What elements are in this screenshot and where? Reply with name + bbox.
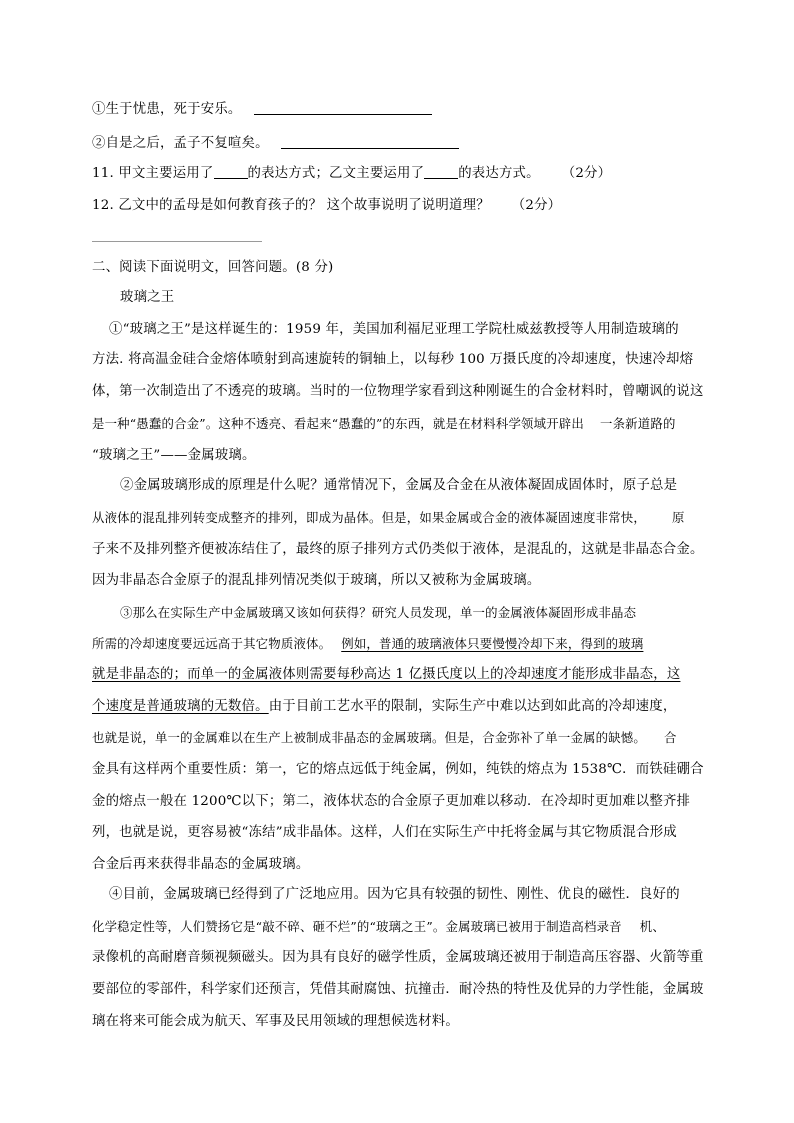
paragraph-4-line: ④目前，金属玻璃已经得到了广泛地应用。因为它具有较强的韧性、刚性、优良的磁性．良好的 [109, 887, 680, 902]
paragraph-3-line: ③那么在实际生产中金属玻璃又该如何获得？研究人员发现，单一的金属液体凝固形成非晶态 [120, 605, 637, 620]
paragraph-3-line: 合金后再来获得非晶态的金属玻璃。 [92, 857, 310, 872]
answer-blank[interactable] [424, 164, 458, 179]
q11-part-c: 的表达方式。 [458, 166, 540, 181]
paragraph-4-segment: 机、 [639, 919, 665, 934]
q10-item-2 [92, 134, 459, 154]
paragraph-4-line: 录像机的高耐磨音频视频磁头。因为具有良好的磁学性质，金属玻璃还被用于制造高压容器、火箭等重 [92, 950, 704, 965]
q11-part-a: 11. 甲文主要运用了 [92, 166, 214, 181]
section-divider [92, 241, 262, 242]
paragraph-3-segment: 也就是说，单一的金属难以在生产上被制成非晶态的金属玻璃。但是，合金弥补了单一金属的缺憾。 [92, 730, 646, 745]
paragraph-1-segment: 是一种“愚蠢的合金”。这种不透亮、看起来“愚蠢的”的东西，就是在材料科学领域开辟出 [92, 416, 584, 431]
paragraph-4-segment: 化学稳定性等，人们赞扬它是“敲不碎、砸不烂”的“玻璃之王”。金属玻璃已被用于制造高档录音 [92, 919, 622, 934]
paragraph-1-line: 体，第一次制造出了不透亮的玻璃。当时的一位物理学家看到这种刚诞生的合金材料时，曾嘲讽的说这 [92, 384, 704, 399]
paragraph-2-line: 子来不及排列整齐便被冻结住了，最终的原子排列方式仍类似于液体，是混乱的，这就是非晶态合金。 [92, 542, 704, 557]
paragraph-1-line: “玻璃之王”——金属玻璃。 [92, 448, 256, 463]
paragraph-2-line [92, 508, 685, 528]
q10-item-2-text: ②自是之后，孟子不复喧矣。 [92, 136, 269, 151]
underlined-sentence: 就是非晶态的；而单一的金属液体则需要每秒高达 1 亿摄氏度以上的冷却速度才能形成非晶态，这 [92, 667, 681, 682]
paragraph-2-segment: 原 [672, 510, 685, 525]
q11-part-b: 的表达方式；乙文主要运用了 [247, 166, 425, 181]
paragraph-3-line: 列，也就是说，更容易被“冻结”成非晶体。这样，人们在实际生产中托将金属与其它物质混合形成 [92, 825, 677, 840]
q10-item-1-text: ①生于忧患，死于安乐。 [92, 102, 242, 117]
question-12 [92, 196, 561, 216]
paragraph-2-line: ②金属玻璃形成的原理是什么呢？通常情况下，金属及合金在从液体凝固成固体时，原子总是 [120, 478, 678, 493]
question-11 [92, 164, 611, 184]
section-heading: 二、阅读下面说明文，回答问题。(8 分) [92, 260, 334, 275]
paragraph-3-line [92, 634, 653, 654]
answer-blank[interactable] [214, 164, 248, 179]
paragraph-1-line: 方法. 将高温金硅合金熔体喷射到高速旋转的铜轴上，以每秒 100 万摄氏度的冷却速度，快速冷却熔 [92, 352, 694, 367]
article-title: 玻璃之王 [120, 290, 175, 305]
paragraph-4-line: 璃在将来可能会成为航天、军事及民用领域的理想候选材料。 [92, 1014, 459, 1029]
paragraph-3-segment: 所需的冷却速度要远远高于其它物质液体。 [92, 636, 332, 651]
paragraph-1-segment: 一条新道路的 [600, 416, 676, 431]
paragraph-3-line [92, 728, 677, 748]
paragraph-3-line [92, 697, 676, 717]
paragraph-1-line: ①“玻璃之王”是这样诞生的：1959 年，美国加利福尼亚理工学院杜威兹教授等人用制造玻璃的 [109, 322, 679, 337]
paragraph-2-segment: 从液体的混乱排列转变成整齐的排列，即成为晶体。但是，如果金属或合金的液体凝固速度非常快， [92, 510, 646, 525]
underlined-sentence: 例如，普通的玻璃液体只要慢慢冷却下来，得到的玻璃 [341, 636, 644, 651]
q11-score: （2分） [561, 166, 612, 181]
paragraph-3-line: 金具有这样两个重要性质：第一，它的熔点远低于纯金属，例如，纯铁的熔点为 1538℃．而铁硅硼合 [92, 762, 704, 777]
q12-text: 12. 乙文中的孟母是如何教育孩子的？ 这个故事说明了说明道理？ [92, 198, 490, 213]
paragraph-3-segment: 合 [664, 730, 677, 745]
paragraph-1-line [92, 414, 676, 434]
paragraph-3-line: 金的熔点一般在 1200℃以下；第二，液体状态的合金原子更加难以移动．在冷却时更加难以整齐排 [92, 794, 691, 809]
paragraph-4-line: 要部位的零部件，科学家们还预言，凭借其耐腐蚀、抗撞击．耐冷热的特性及优异的力学性能，金属玻 [92, 982, 704, 997]
underlined-sentence: 个速度是普通玻璃的无数倍。 [92, 699, 269, 714]
answer-blank[interactable] [254, 100, 432, 115]
q12-score: （2分） [511, 198, 562, 213]
q10-item-1 [92, 100, 432, 120]
answer-blank[interactable] [281, 134, 459, 149]
paragraph-3-segment: 由于目前工艺水平的限制，实际生产中难以达到如此高的冷却速度， [268, 699, 677, 714]
paragraph-4-line [92, 917, 665, 937]
paragraph-2-line: 因为非晶态合金原子的混乱排列情况类似于玻璃，所以又被称为金属玻璃。 [92, 573, 541, 588]
